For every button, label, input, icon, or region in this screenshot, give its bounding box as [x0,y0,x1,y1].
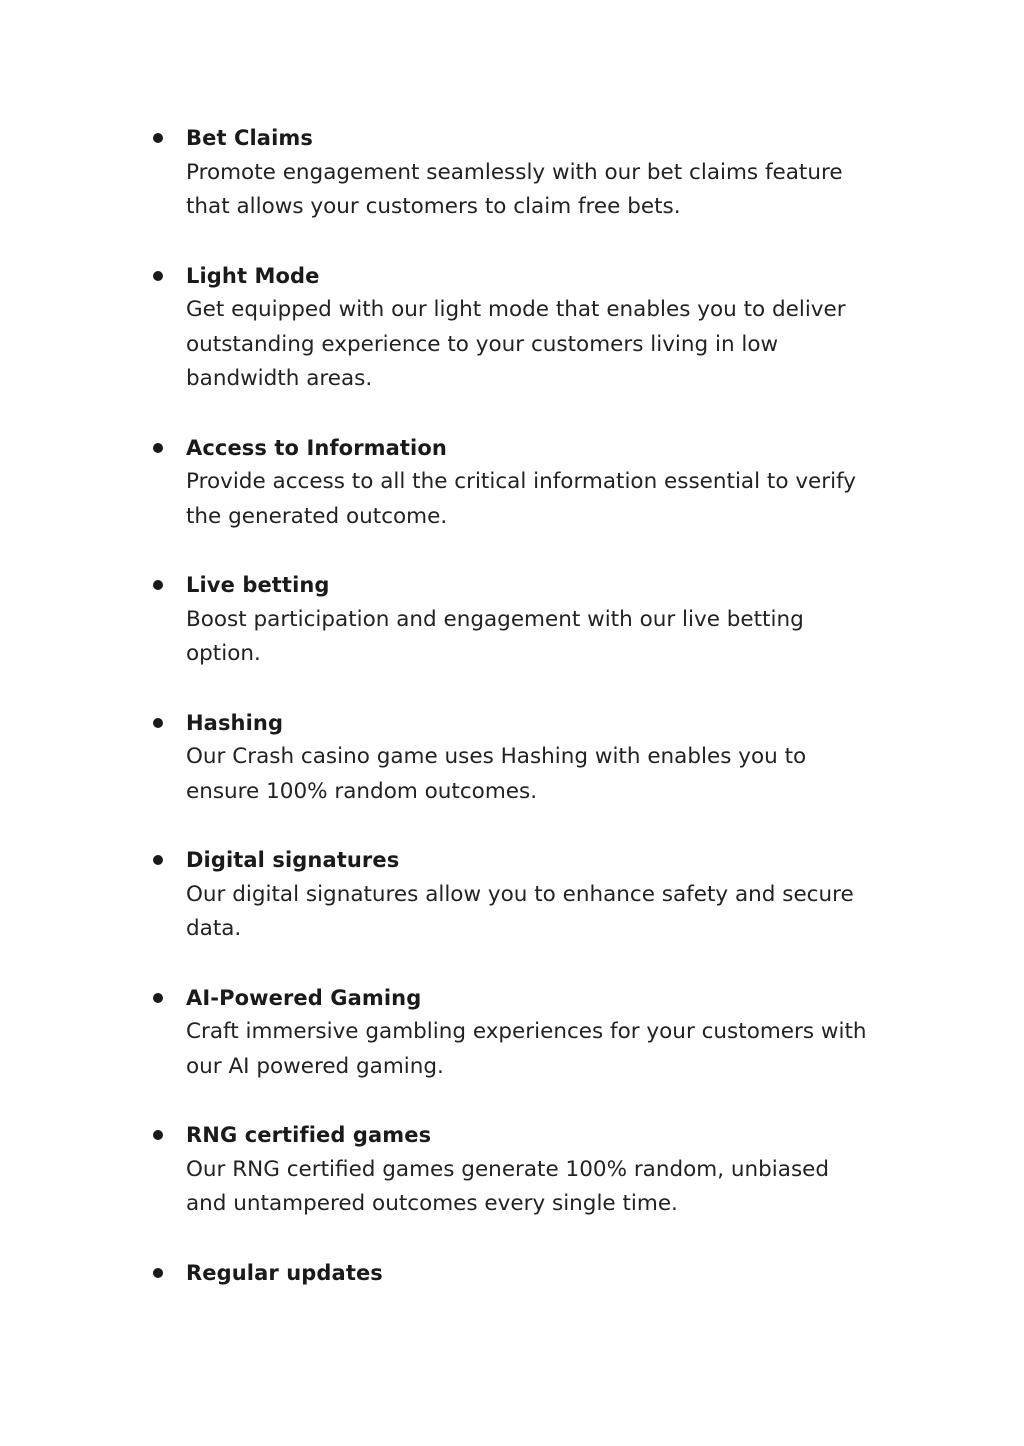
bullet-icon [153,1130,163,1140]
feature-title: Live betting [186,573,330,597]
feature-description-line: Promote engagement seamlessly with our bet claims feature [186,159,843,185]
feature-description-line: and untampered outcomes every single time. [186,1191,678,1216]
feature-title: Light Mode [186,263,320,288]
bullet-icon [153,580,163,590]
feature-description-line: the generated outcome. [186,503,448,529]
feature-description-line: outstanding experience to your customers living in low [186,331,779,357]
feature-description-line: Craft immersive gambling experiences for your customers with [186,1019,867,1044]
feature-title: Bet Claims [186,126,313,150]
feature-description-line: bandwidth areas. [186,366,373,391]
feature-item-digital-signatures [153,843,913,947]
bullet-icon [153,443,163,453]
feature-item-live-betting [153,568,913,672]
bullet-icon [153,993,163,1003]
bullet-icon [153,855,163,865]
feature-description-line: Get equipped with our light mode that enables you to deliver [186,297,846,322]
feature-title: Digital signatures [186,848,400,872]
feature-item-bet-claims [153,121,913,225]
feature-item-ai-powered-gaming [153,981,913,1085]
feature-title: Regular updates [186,1260,383,1285]
bullet-icon [153,133,163,143]
feature-description-line: Boost participation and engagement with our live betting [186,606,804,632]
feature-item-rng-certified-games [153,1118,913,1222]
bullet-icon [153,1268,163,1278]
feature-description-line: Provide access to all the critical information essential to verify [186,469,857,494]
feature-description-line: Our digital signatures allow you to enhance safety and secure [186,881,854,907]
feature-description-line: that allows your customers to claim free bets. [186,194,681,219]
feature-description-line: option. [186,641,261,666]
feature-title: Access to Information [186,435,447,460]
feature-list [153,121,913,1324]
feature-description-line: our AI powered gaming. [186,1053,444,1079]
feature-title: Hashing [186,710,284,735]
feature-description-line: ensure 100% random outcomes. [186,778,538,804]
bullet-icon [153,718,163,728]
feature-title: AI-Powered Gaming [186,985,422,1010]
feature-item-light-mode [153,259,913,397]
feature-item-access-to-information [153,431,913,535]
feature-title: RNG certified games [186,1123,432,1147]
feature-description-line: data. [186,916,242,941]
feature-description-line: Our Crash casino game uses Hashing with enables you to [186,744,807,769]
bullet-icon [153,271,163,281]
feature-item-regular-updates [153,1256,913,1291]
feature-description-line: Our RNG certified games generate 100% random, unbiased [186,1156,830,1182]
feature-item-hashing [153,706,913,810]
